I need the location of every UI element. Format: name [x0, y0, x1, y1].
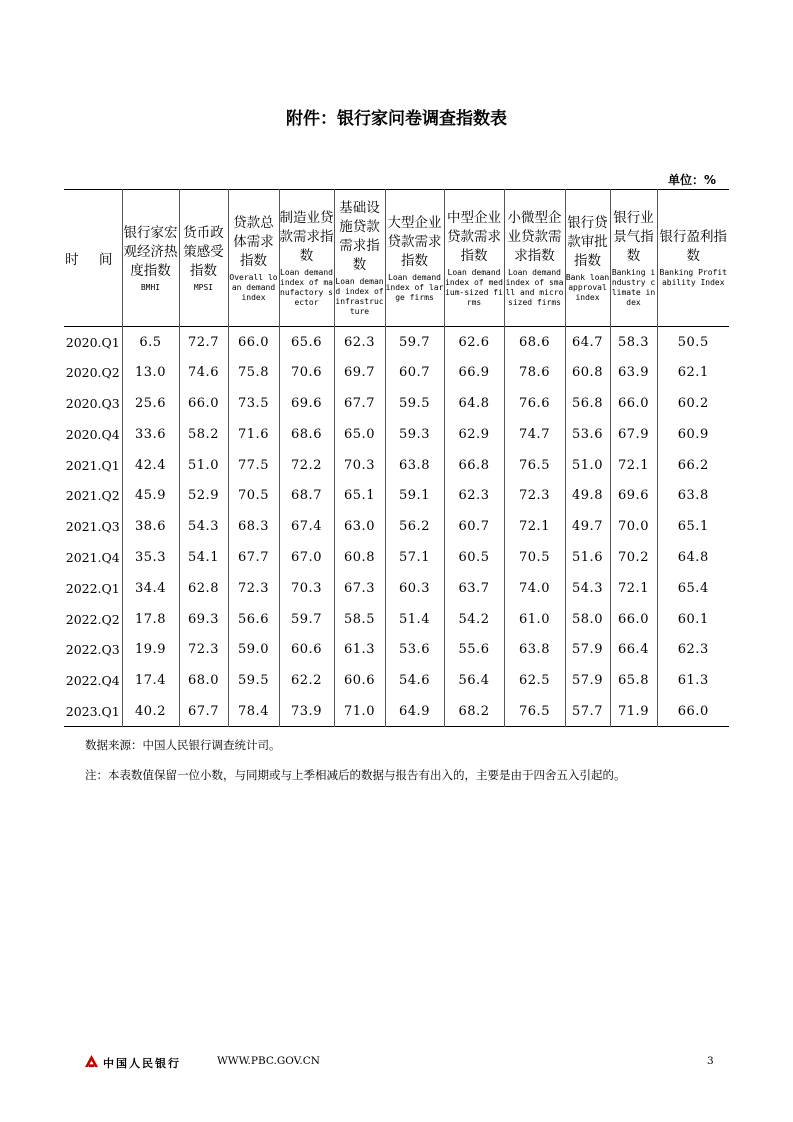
value-cell: 73.9: [279, 696, 334, 727]
value-cell: 62.3: [657, 634, 729, 665]
value-cell: 54.6: [385, 665, 444, 696]
value-cell: 64.9: [385, 696, 444, 727]
value-cell: 76.5: [504, 696, 565, 727]
source-note: 数据来源：中国人民银行调查统计司。: [85, 738, 281, 752]
value-cell: 54.3: [179, 511, 228, 542]
value-cell: 67.7: [179, 696, 228, 727]
value-cell: 61.3: [334, 634, 385, 665]
header-row: [64, 190, 729, 327]
value-cell: 76.6: [504, 388, 565, 419]
value-cell: 72.2: [279, 450, 334, 481]
value-cell: 59.1: [385, 480, 444, 511]
value-cell: 55.6: [444, 634, 504, 665]
value-cell: 69.6: [279, 388, 334, 419]
value-cell: 62.5: [504, 665, 565, 696]
value-cell: 61.3: [657, 665, 729, 696]
value-cell: 70.5: [504, 542, 565, 573]
value-cell: 65.6: [279, 327, 334, 358]
value-cell: 19.9: [122, 634, 179, 665]
value-cell: 68.6: [279, 419, 334, 450]
value-cell: 62.2: [279, 665, 334, 696]
value-cell: 78.6: [504, 357, 565, 388]
value-cell: 66.0: [179, 388, 228, 419]
value-cell: 59.5: [228, 665, 279, 696]
value-cell: 67.9: [610, 419, 657, 450]
pbc-emblem-icon: [84, 1054, 99, 1069]
footnote: 注：本表数值保留一位小数，与同期或与上季相减后的数据与报告有出入的，主要是由于四舍五入引起的。: [85, 768, 626, 782]
value-cell: 65.8: [610, 665, 657, 696]
period-cell: 2023.Q1: [65, 703, 120, 719]
period-cell: 2020.Q1: [65, 334, 120, 350]
table-row: [64, 573, 729, 604]
time-header: 时 间: [65, 252, 121, 268]
value-cell: 61.0: [504, 604, 565, 635]
value-cell: 57.9: [565, 634, 610, 665]
value-cell: 72.3: [179, 634, 228, 665]
value-cell: 65.0: [334, 419, 385, 450]
value-cell: 59.7: [279, 604, 334, 635]
value-cell: 72.1: [610, 450, 657, 481]
value-cell: 65.4: [657, 573, 729, 604]
footer-logo-text: 中国人民银行: [103, 1057, 181, 1070]
value-cell: 51.6: [565, 542, 610, 573]
value-cell: 66.0: [610, 604, 657, 635]
value-cell: 66.2: [657, 450, 729, 481]
value-cell: 60.5: [444, 542, 504, 573]
period-cell: 2021.Q3: [65, 519, 120, 535]
value-cell: 49.8: [565, 480, 610, 511]
value-cell: 54.1: [179, 542, 228, 573]
value-cell: 62.8: [179, 573, 228, 604]
value-cell: 60.6: [334, 665, 385, 696]
value-cell: 62.1: [657, 357, 729, 388]
value-cell: 66.0: [228, 327, 279, 358]
value-cell: 71.6: [228, 419, 279, 450]
value-cell: 60.2: [657, 388, 729, 419]
value-cell: 17.8: [122, 604, 179, 635]
value-cell: 70.6: [279, 357, 334, 388]
column-header: 银行贷款审批指数 Bank loan approval index: [565, 190, 610, 327]
period-cell: 2020.Q2: [65, 365, 120, 381]
value-cell: 58.2: [179, 419, 228, 450]
value-cell: 64.8: [444, 388, 504, 419]
value-cell: 42.4: [122, 450, 179, 481]
table-row: [64, 665, 729, 696]
value-cell: 56.2: [385, 511, 444, 542]
table-row: [64, 450, 729, 481]
value-cell: 51.4: [385, 604, 444, 635]
value-cell: 66.8: [444, 450, 504, 481]
value-cell: 60.1: [657, 604, 729, 635]
value-cell: 60.7: [444, 511, 504, 542]
index-table: [64, 189, 729, 727]
value-cell: 56.8: [565, 388, 610, 419]
value-cell: 70.2: [610, 542, 657, 573]
column-header: 基础设施贷款需求指数 Loan demand index of infrastructure: [334, 190, 385, 327]
value-cell: 51.0: [565, 450, 610, 481]
period-cell: 2021.Q1: [65, 457, 120, 473]
page-number: 3: [707, 1055, 714, 1067]
value-cell: 72.7: [179, 327, 228, 358]
value-cell: 66.0: [610, 388, 657, 419]
value-cell: 69.3: [179, 604, 228, 635]
value-cell: 35.3: [122, 542, 179, 573]
table-row: [64, 388, 729, 419]
column-header: 中型企业贷款需求指数 Loan demand index of medium-sized firms: [444, 190, 504, 327]
period-cell: 2020.Q3: [65, 395, 120, 411]
value-cell: 74.7: [504, 419, 565, 450]
value-cell: 67.3: [334, 573, 385, 604]
value-cell: 59.7: [385, 327, 444, 358]
column-header: 大型企业贷款需求指数 Loan demand index of large firms: [385, 190, 444, 327]
value-cell: 65.1: [657, 511, 729, 542]
value-cell: 63.8: [657, 480, 729, 511]
value-cell: 59.3: [385, 419, 444, 450]
value-cell: 60.3: [385, 573, 444, 604]
table-row: [64, 511, 729, 542]
value-cell: 62.6: [444, 327, 504, 358]
value-cell: 71.9: [610, 696, 657, 727]
value-cell: 63.8: [385, 450, 444, 481]
value-cell: 60.8: [334, 542, 385, 573]
value-cell: 69.7: [334, 357, 385, 388]
value-cell: 62.3: [444, 480, 504, 511]
value-cell: 70.3: [279, 573, 334, 604]
value-cell: 50.5: [657, 327, 729, 358]
column-header: 货币政策感受指数 MPSI: [179, 190, 228, 327]
value-cell: 63.0: [334, 511, 385, 542]
value-cell: 60.8: [565, 357, 610, 388]
value-cell: 67.7: [334, 388, 385, 419]
column-header: 银行业景气指数 Banking industry climate index: [610, 190, 657, 327]
value-cell: 67.7: [228, 542, 279, 573]
value-cell: 68.2: [444, 696, 504, 727]
value-cell: 66.0: [657, 696, 729, 727]
value-cell: 70.0: [610, 511, 657, 542]
period-cell: 2022.Q4: [65, 673, 120, 689]
value-cell: 60.6: [279, 634, 334, 665]
value-cell: 72.3: [228, 573, 279, 604]
value-cell: 72.1: [610, 573, 657, 604]
value-cell: 56.6: [228, 604, 279, 635]
value-cell: 72.1: [504, 511, 565, 542]
value-cell: 13.0: [122, 357, 179, 388]
value-cell: 63.7: [444, 573, 504, 604]
table-row: [64, 419, 729, 450]
value-cell: 33.6: [122, 419, 179, 450]
column-header: 银行家宏观经济热度指数 BMHI: [122, 190, 179, 327]
table-row: [64, 604, 729, 635]
period-cell: 2022.Q1: [65, 580, 120, 596]
table-row: [64, 357, 729, 388]
value-cell: 66.9: [444, 357, 504, 388]
value-cell: 63.9: [610, 357, 657, 388]
value-cell: 63.8: [504, 634, 565, 665]
column-header: 制造业贷款需求指数 Loan demand index of manufactory sector: [279, 190, 334, 327]
value-cell: 77.5: [228, 450, 279, 481]
footer-website: WWW.PBC.GOV.CN: [217, 1055, 320, 1067]
value-cell: 53.6: [565, 419, 610, 450]
value-cell: 17.4: [122, 665, 179, 696]
value-cell: 72.3: [504, 480, 565, 511]
value-cell: 54.3: [565, 573, 610, 604]
table-row: [64, 542, 729, 573]
value-cell: 58.5: [334, 604, 385, 635]
value-cell: 68.3: [228, 511, 279, 542]
column-header: 贷款总体需求指数 Overall loan demand index: [228, 190, 279, 327]
value-cell: 68.7: [279, 480, 334, 511]
value-cell: 68.0: [179, 665, 228, 696]
value-cell: 69.6: [610, 480, 657, 511]
value-cell: 56.4: [444, 665, 504, 696]
period-cell: 2020.Q4: [65, 426, 120, 442]
value-cell: 64.8: [657, 542, 729, 573]
value-cell: 45.9: [122, 480, 179, 511]
period-cell: 2022.Q3: [65, 642, 120, 658]
value-cell: 71.0: [334, 696, 385, 727]
value-cell: 40.2: [122, 696, 179, 727]
value-cell: 53.6: [385, 634, 444, 665]
value-cell: 25.6: [122, 388, 179, 419]
value-cell: 51.0: [179, 450, 228, 481]
value-cell: 76.5: [504, 450, 565, 481]
column-header: 银行盈利指数 Banking Profitability Index: [657, 190, 729, 327]
value-cell: 57.9: [565, 665, 610, 696]
value-cell: 49.7: [565, 511, 610, 542]
column-header: 小微型企业贷款需求指数 Loan demand index of small and micro sized firms: [504, 190, 565, 327]
value-cell: 74.0: [504, 573, 565, 604]
value-cell: 60.7: [385, 357, 444, 388]
value-cell: 75.8: [228, 357, 279, 388]
value-cell: 70.5: [228, 480, 279, 511]
period-cell: 2021.Q4: [65, 549, 120, 565]
value-cell: 6.5: [122, 327, 179, 358]
value-cell: 65.1: [334, 480, 385, 511]
value-cell: 68.6: [504, 327, 565, 358]
value-cell: 73.5: [228, 388, 279, 419]
table-row: [64, 327, 729, 358]
value-cell: 62.3: [334, 327, 385, 358]
value-cell: 34.4: [122, 573, 179, 604]
value-cell: 70.3: [334, 450, 385, 481]
value-cell: 58.3: [610, 327, 657, 358]
value-cell: 64.7: [565, 327, 610, 358]
value-cell: 52.9: [179, 480, 228, 511]
value-cell: 38.6: [122, 511, 179, 542]
value-cell: 57.7: [565, 696, 610, 727]
value-cell: 67.4: [279, 511, 334, 542]
value-cell: 74.6: [179, 357, 228, 388]
unit-label: 单位：%: [667, 173, 716, 187]
table-row: [64, 696, 729, 727]
value-cell: 57.1: [385, 542, 444, 573]
table-row: [64, 480, 729, 511]
value-cell: 54.2: [444, 604, 504, 635]
value-cell: 62.9: [444, 419, 504, 450]
value-cell: 58.0: [565, 604, 610, 635]
period-cell: 2022.Q2: [65, 611, 120, 627]
value-cell: 67.0: [279, 542, 334, 573]
value-cell: 60.9: [657, 419, 729, 450]
period-cell: 2021.Q2: [65, 488, 120, 504]
page-title: 附件：银行家问卷调查指数表: [286, 109, 507, 129]
value-cell: 59.5: [385, 388, 444, 419]
table-row: [64, 634, 729, 665]
value-cell: 59.0: [228, 634, 279, 665]
value-cell: 78.4: [228, 696, 279, 727]
value-cell: 66.4: [610, 634, 657, 665]
